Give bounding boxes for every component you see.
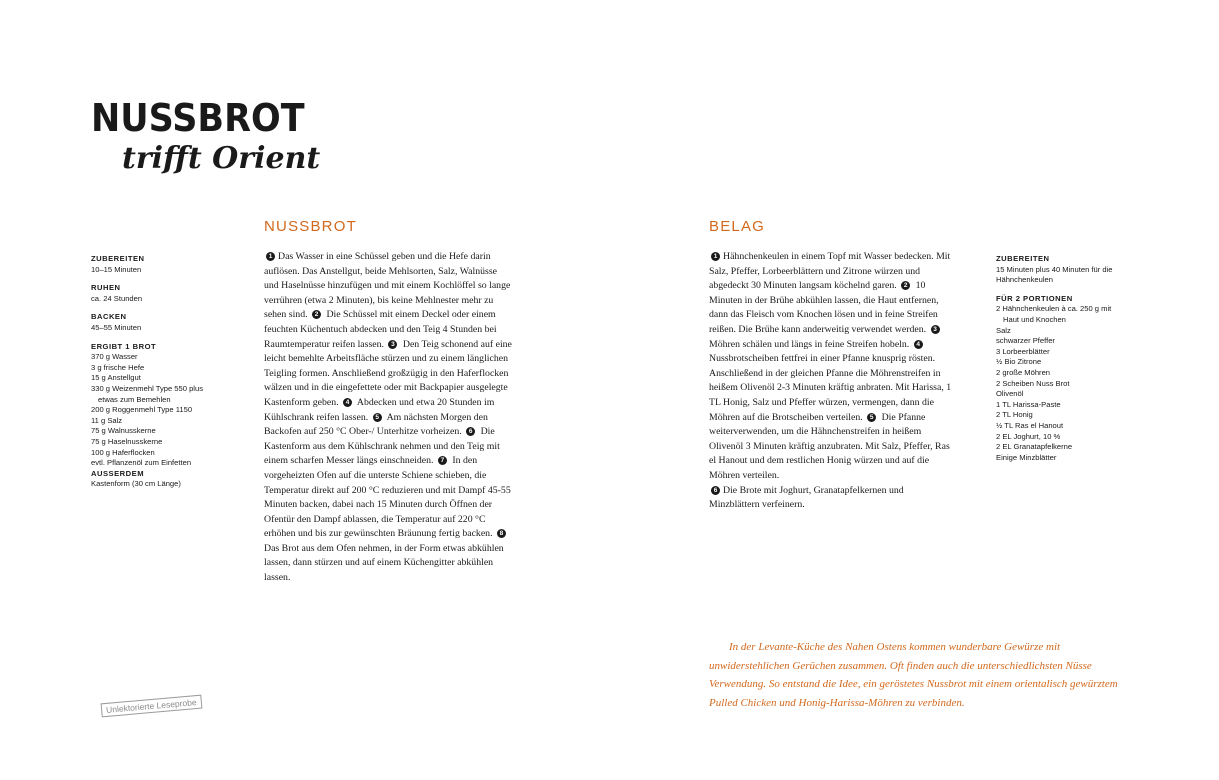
backen-label: BACKEN [91,312,127,322]
step-number-icon: 5 [867,413,876,422]
ingredient: Haut und Knochen [1003,314,1066,324]
left-sidebar [91,254,241,490]
zubereiten-value: 15 Minuten plus 40 Minuten für die [996,264,1113,274]
step-number-icon: 8 [497,529,506,538]
ingredient: 75 g Walnusskerne [91,426,156,436]
step-number-icon: 6 [466,427,475,436]
ingredient: Olivenöl [996,389,1024,399]
ingredient: 2 Scheiben Nuss Brot [996,378,1070,388]
ingredient: 100 g Haferflocken [91,447,155,457]
belag-step-6: Die Brote mit Joghurt, Granatapfelkernen und Minzblättern verfeinern. [709,484,904,511]
zubereiten-value: Hähnchenkeulen [996,275,1053,285]
backen-value: 45–55 Minuten [91,322,142,332]
nussbrot-heading: NUSSBROT [264,218,357,235]
ingredient: 370 g Wasser [91,352,138,362]
ingredient: 2 EL Joghurt, 10 % [996,431,1061,441]
ingredient: 1 TL Harissa-Paste [996,399,1061,409]
step-number-icon: 2 [901,281,910,290]
ingredient: evtl. Pflanzenöl zum Einfetten [91,458,192,468]
ingredient: etwas zum Bemehlen [98,394,171,404]
intro-quote [709,638,1135,712]
step-number-icon: 4 [914,340,923,349]
ingredient: 3 Lorbeerblätter [996,346,1050,356]
portionen-label: FÜR 2 PORTIONEN [996,293,1073,303]
ingredient: 2 TL Honig [996,410,1033,420]
belag-heading: BELAG [709,218,766,235]
ausserdem-label: AUSSERDEM [91,468,145,478]
nussbrot-steps: Das Wasser in eine Schüssel geben und die Hefe darin auflösen. Das Anstellgut, beide Mehlsorten, Salz, Walnüsse und Haselnüsse hinzufügen und mit einem Kochlöffel so lange verrühren (etwa 2 Minuten), bis keine Mehlnester mehr zu sehen sind. 2 Die Schüssel mit einem Deckel oder einem feuchten Küchentuch abdecken und den Teig 4 Stunden bei Raumtemperatur reifen lassen. 3 Den Teig schonend auf eine leicht bemehlte Arbeitsfläche stürzen und zu einem länglichen Teigling formen. Anschließend großzügig in den Haferflocken wälzen und in die eingefettete oder mit Backpapier ausgelegte Kastenform geben. 4 Abdecken und etwa 20 Stunden im Kühlschrank reifen lassen. 5 Am nächsten Morgen den Backofen auf 250 °C Ober-/ Unterhitze vorheizen. 6 Die Kastenform aus dem Kühlschrank nehmen und den Teig mit einem scharfen Messer längs einschneiden. 7 In den vorgeheizten Ofen auf die unterste Schiene schieben, die Temperatur direkt auf 200 °C reduzieren und mit Dampf 45-55 Minuten backen, dabei nach 15 Minuten durch Öffnen der Ofentür den Dampf ablassen, die Temperatur auf 220 °C erhöhen und bis zur gewünschten Bräunung fertig backen. 8 Das Brot aus dem Ofen nehmen, in der Form etwas abkühlen lassen, dann stürzen und auf einem Küchengitter abkühlen lassen. [264,251,512,584]
zubereiten-label: ZUBEREITEN [996,254,1050,263]
ingredient: 200 g Roggenmehl Type 1150 [91,405,193,415]
step-number-icon: 2 [312,310,321,319]
ingredient: Einige Minzblätter [996,452,1057,462]
ingredient: 75 g Haselnusskerne [91,436,163,446]
ingredient: 2 EL Granatapfelkerne [996,442,1073,452]
step-number-icon: 6 [711,486,720,495]
step-number-icon: 3 [931,325,940,334]
ingredient: 3 g frische Hefe [91,362,145,372]
step-number-icon: 4 [343,398,352,407]
zubereiten-value: 10–15 Minuten [91,264,142,274]
step-number-icon: 1 [266,252,275,261]
ingredient: 330 g Weizenmehl Type 550 plus [91,383,204,393]
ingredient: 11 g Salz [91,415,123,425]
ingredient: Salz [996,325,1011,335]
ausserdem-value: Kastenform (30 cm Länge) [91,479,181,489]
preview-stamp: Unlektorierte Leseprobe [101,695,203,718]
ingredient: ½ TL Ras el Hanout [996,420,1064,430]
ingredient: 15 g Anstellgut [91,373,141,383]
zubereiten-label: ZUBEREITEN [91,254,145,263]
belag-text [709,250,955,513]
page-subtitle: trifft Orient [122,141,321,176]
ingredient: schwarzer Pfeffer [996,336,1055,346]
page-title: NUSSBROT [91,96,305,140]
ingredient: ½ Bio Zitrone [996,357,1042,367]
step-number-icon: 5 [373,413,382,422]
ruhen-label: RUHEN [91,283,121,293]
step-number-icon: 7 [438,456,447,465]
ingredient: 2 Hähnchenkeulen à ca. 250 g mit [996,304,1112,314]
intro-quote-text: In der Levante-Küche des Nahen Ostens kommen wunderbare Gewürze mit unwiderstehlichen Gerüchen zusammen. Oft finden auch die unterschiedlichsten Nüsse Verwendung. So entstand die Idee, ein geröstetes Nussbrot mit einem orientalisch gewürztem Pulled Chicken und Honig-Harissa-Möhren zu verbinden. [709,641,1118,709]
belag-steps: Hähnchenkeulen in einem Topf mit Wasser bedecken. Mit Salz, Pfeffer, Lorbeerblättern und Zitrone würzen und abgedeckt 30 Minuten langsam köchelnd garen. 2 10 Minuten in der Brühe abkühlen lassen, die Haut entfernen, dann das Fleisch vom Knochen lösen und in feine Streifen reißen. Die Brühe kann anderweitig verwendet werden. 3 Möhren schälen und längs in feine Streifen hobeln. 4 Nussbrotscheiben fettfrei in einer Pfanne knusprig rösten. Anschließend in der gleichen Pfanne die Möhrenstreifen in heißem Olivenöl 2-3 Minuten kräftig anbraten. Mit Harissa, 1 TL Honig, Salz und Pfeffer würzen, vermengen, dann die Möhren auf die Brotscheiben verteilen. 5 Die Pfanne weiterverwenden, um die Hähnchenstreifen in heißem Olivenöl 3 Minuten kräftig anzubraten. Mit Salz, Pfeffer, Ras el Hanout und dem restlichen Honig würzen und auf die Möhren verteilen. [709,251,952,481]
step-number-icon: 3 [388,340,397,349]
step-number-icon: 1 [711,252,720,261]
ruhen-value: ca. 24 Stunden [91,293,143,303]
right-sidebar [996,254,1126,463]
nussbrot-text [264,250,514,586]
ergibt-label: ERGIBT 1 BROT [91,341,157,351]
ingredient: 2 große Möhren [996,367,1051,377]
